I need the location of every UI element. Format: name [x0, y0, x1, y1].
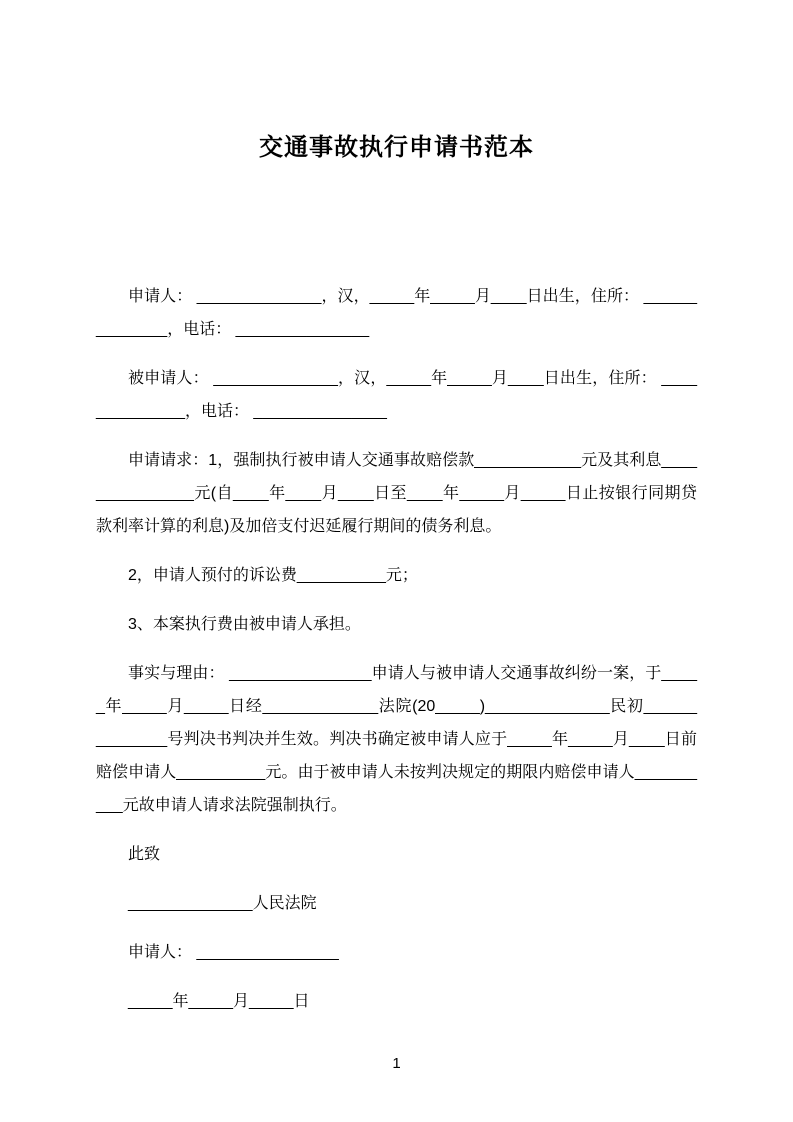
signature-line: 申请人： ________________ [128, 944, 339, 961]
paragraph-request-1: 申请请求：1，强制执行被申请人交通事故赔偿款____________元及其利息_______________元(自____年____月____日至____年_____月_____日止按银行同期贷款利率计算的利息)及加倍支付迟延履行期间的债务利息。 [96, 452, 697, 535]
document-title: 交通事故执行申请书范本 [259, 134, 534, 161]
paragraph-respondent: 被申请人： ______________，汉，_____年_____月____日出生，住所： ______________，电话： _______________ [96, 370, 697, 420]
paragraph-facts: 事实与理由： ________________申请人与被申请人交通事故纠纷一案，于_____年_____月_____日经_____________法院(20_____)______________民初______________号判决书判决并生效。判决书确定被申请人应于_____年_____月____日前赔偿申请人__________元。由于被申请人未按判决规定的期限内赔偿申请人__________元故申请人请求法院强制执行。 [96, 665, 697, 814]
date-line: _____年_____月_____日 [128, 993, 310, 1010]
paragraph-applicant: 申请人： ______________，汉，_____年_____月____日出生，住所： ______________，电话： _______________ [96, 288, 697, 338]
salutation: 此致 [128, 846, 161, 863]
page-number: 1 [392, 1055, 401, 1072]
court-name-line: ______________人民法院 [128, 895, 317, 912]
paragraph-request-2: 2，申请人预付的诉讼费__________元； [128, 567, 418, 584]
paragraph-request-3: 3、本案执行费由被申请人承担。 [128, 616, 361, 633]
